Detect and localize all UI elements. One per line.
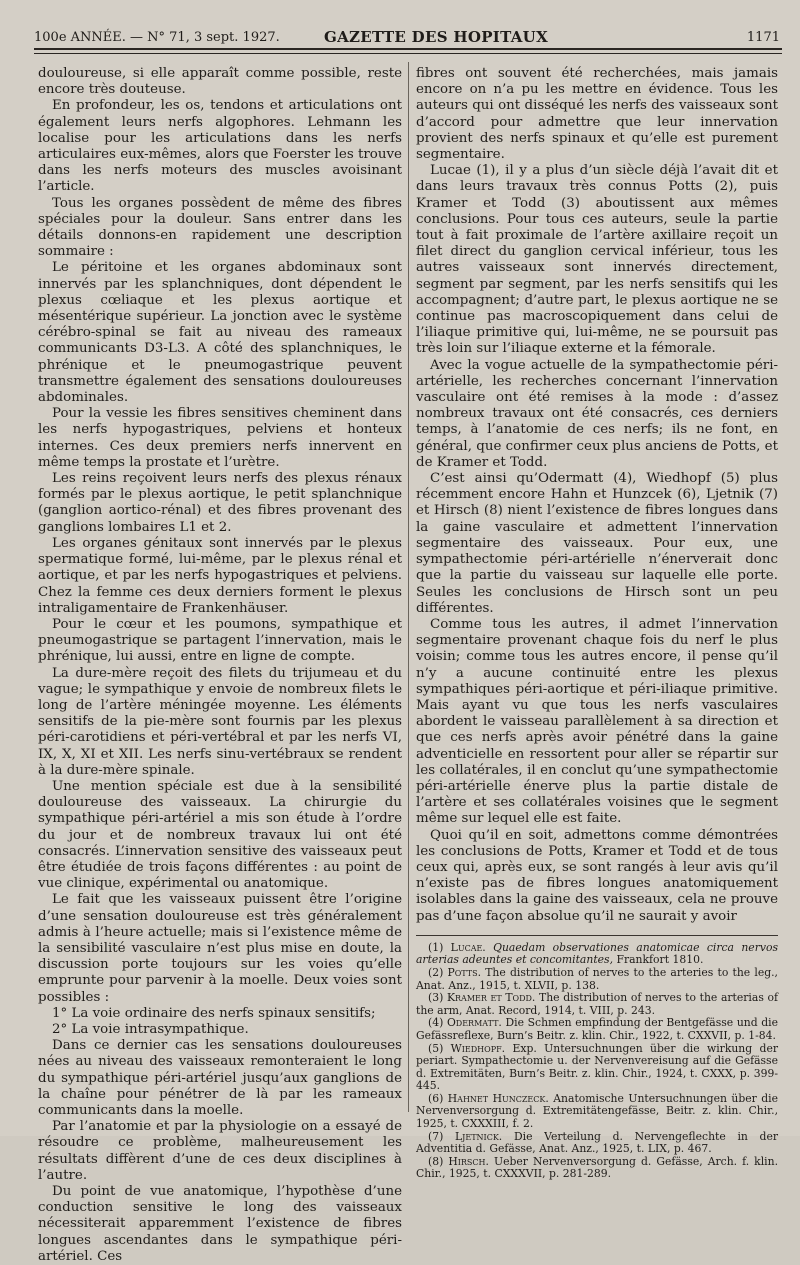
- header-rule: [34, 48, 782, 50]
- paragraph: 1° La voie ordinaire des nerfs spinaux sensitifs;: [52, 1005, 376, 1021]
- column-divider: [408, 62, 409, 1112]
- paragraph: fibres ont souvent été recherchées, mais jamais encore on n’a pu les mettre en évidence. Tous les auteurs qui ont disséqué les nerfs des vaisseaux sont d’accord pour admettre que leur innervation provient des nerfs spinaux et qu’elle est purement segmentaire.: [416, 66, 778, 163]
- paragraph: Du point de vue anatomique, l’hypothèse d’une conduction sensitive le long des vaisseaux nécessiterait apparemment l’existence de fibres longues ascendantes dans le sympathique péri-artériel. Ces: [38, 1184, 402, 1264]
- paragraph: Avec la vogue actuelle de la sympathectomie péri-artérielle, les recherches concernant l’innervation vasculaire ont été remises à la mode : d’assez nombreux travaux ont été consacrés, ces derniers temps, à l’anatomie de ces nerfs; ils ne font, en général, que confirmer ceux plus anciens de Potts, et de Kramer et Todd.: [416, 357, 778, 470]
- footnote: (7) Ljetnick. Die Verteilung d. Nervengeflechte in der Adventitia d. Gefässe, Anat. Anz., 1925, t. LIX, p. 467.: [416, 1129, 779, 1156]
- page-number: 1171: [746, 30, 780, 45]
- footnote: (8) Hirsch. Ueber Nervenversorgung d. Gefässe, Arch. f. klin. Chir., 1925, t. CXXXVII, p. 281-289.: [416, 1154, 779, 1181]
- paragraph: Quoi qu’il en soit, admettons comme démontrées les conclusions de Potts, Kramer et Todd et de tous ceux qui, après eux, se sont rangés à leur avis qu’il n’existe pas de fibres longues anatomiquement isolables dans la gaine des vaisseaux, cela ne prouve pas d’une façon absolue qu’il ne saurait y avoir: [416, 827, 778, 924]
- paragraph: Lucae (1), il y a plus d’un siècle déjà l’avait dit et dans leurs travaux très connus Potts (2), puis Kramer et Todd (3) aboutissent aux mêmes conclusions. Pour tous ces auteurs, seule la partie tout à fait proximale de l’artère axillaire reçoit un filet direct du ganglion cervical inférieur, tous les autres vaisseaux sont innervés directement, segment par segment, par les nerfs sensitifs qui les accompagnent; d’autre part, le plexus aortique ne se continue pas macroscopiquement dans celui de l’iliaque primitive qui, lui-même, ne se poursuit pas très loin sur l’iliaque externe et la fémorale.: [416, 163, 778, 357]
- paragraph: Le péritoine et les organes abdominaux sont innervés par les splanchniques, dont dépendent le plexus cœliaque et les plexus aortique et mésentérique supérieur. La jonction avec le système cérébro-spinal se fait au niveau des rameaux communicants D3-L3. A côté des splanchniques, le phrénique et le pneumogastrique peuvent transmettre également des sensations douloureuses abdominales.: [38, 260, 402, 406]
- paragraph: Pour la vessie les fibres sensitives cheminent dans les nerfs hypogastriques, pelviens et honteux internes. Ces deux premiers nerfs innervent en même temps la prostate et l’urètre.: [38, 406, 402, 470]
- paragraph: La dure-mère reçoit des filets du trijumeau et du vague; le sympathique y envoie de nombreux filets le long de l’artère méningée moyenne. Les éléments sensitifs de la pie-mère sont fournis par les plexus péri-carotidiens et péri-vertébral et par les nerfs VI, IX, X, XI et XII. Les nerfs sinu-vertébraux se rendent à la dure-mère spinale.: [38, 665, 402, 778]
- paragraph: Une mention spéciale est due à la sensibilité douloureuse des vaisseaux. La chirurgie du sympathique péri-artériel a mis son étude à l’ordre du jour et de nombreux travaux lui ont été consacrés. L’innervation sensitive des vaisseaux peut être étudiée de trois façons différentes : au point de vue clinique, expérimental ou anatomique.: [38, 778, 402, 892]
- footnote: (2) Potts. The distribution of nerves to the arteries to the leg., Anat. Anz., 1915, t. XLVII, p. 138.: [416, 965, 778, 992]
- paragraph: Par l’anatomie et par la physiologie on a essayé de résoudre ce problème, malheureusement les résultats diffèrent d’une de ces deux disciplines à l’autre.: [38, 1119, 402, 1183]
- right-column: [416, 66, 778, 1181]
- footnote: (5) Wiedhopf. Exp. Untersuchnungen über die wirkung der periart. Sympathectomie u. der Nervenvereisung auf die Gefässe d. Extremitäten, Burn’s Beitr. z. klin. Chir., 1924, t. CXXX, p. 399-445.: [416, 1041, 778, 1093]
- journal-title: GAZETTE DES HOPITAUX: [324, 28, 549, 46]
- footnote: (1) Lucae. Quaedam observationes anatomicae circa nervos arterias adeuntes et concomitantes, Frankfort 1810.: [416, 940, 778, 967]
- paragraph: Les reins reçoivent leurs nerfs des plexus rénaux formés par le plexus aortique, le petit splanchnique (ganglion aortico-rénal) et des fibres provenant des ganglions lombaires L1 et 2.: [38, 471, 402, 535]
- paragraph: Le fait que les vaisseaux puissent être l’origine d’une sensation douloureuse est très généralement admis à l’heure actuelle; mais si l’existence même de la sensibilité vasculaire n’est plus mise en doute, la discussion porte toujours sur les voies qu’elle emprunte pour parvenir à la moelle. Deux voies sont possibles :: [38, 892, 402, 1005]
- issue-info: 100e ANNÉE. — N° 71, 3 sept. 1927.: [34, 30, 280, 45]
- footnote-rule: [416, 935, 778, 936]
- footnotes: [416, 942, 778, 1181]
- paragraph: Comme tous les autres, il admet l’innervation segmentaire provenant chaque fois du nerf le plus voisin; comme tous les autres encore, il pense qu’il n’y a aucune continuité entre les plexus sympathiques péri-aortique et péri-iliaque primitive. Mais ayant vu que tous les nerfs vasculaires abordent le vaisseau parallèlement à sa direction et que ces nerfs après avoir pénétré dans la gaine adventicielle en ressortent pour aller se répartir sur les collatérales, il en conclut qu’une sympathectomie péri-artérielle énerve plus la partie distale de l’artère et ses collatérales voisines que le segment même sur lequel elle est faite.: [416, 616, 778, 827]
- footnote: (6) Hahnet Hunczeck. Anatomische Untersuchnungen über die Nervenversorgung d. Extremitätengefässe, Beitr. z. klin. Chir., 1925, t. CXXXIII, f. 2.: [416, 1091, 779, 1131]
- paragraph: Pour le cœur et les poumons, sympathique et pneumogastrique se partagent l’innervation, mais le phrénique, lui aussi, entre en ligne de compte.: [38, 616, 402, 665]
- paragraph: Tous les organes possèdent de même des fibres spéciales pour la douleur. Sans entrer dans les détails donnons-en rapidement une description sommaire :: [38, 195, 402, 260]
- header-rule-thin: [34, 53, 782, 54]
- paragraph: Les organes génitaux sont innervés par le plexus spermatique formé, lui-même, par le plexus rénal et aortique, et par les nerfs hypogastriques et pelviens. Chez la femme ces deux derniers forment le plexus intraligamentaire de Frankenhäuser.: [38, 535, 402, 616]
- left-column: [38, 66, 402, 1265]
- footnote: (4) Odermatt. Die Schmen empfindung der Bentgefässe und die Gefässreflexe, Burn’s Beitr. z. klin. Chir., 1922, t. CXXVII, p. 1-84.: [416, 1016, 779, 1042]
- paragraph: C’est ainsi qu’Odermatt (4), Wiedhopf (5) plus récemment encore Hahn et Hunzcek (6), Ljetnik (7) et Hirsch (8) nient l’existence de fibres longues dans la gaine vasculaire et admettent l’innervation segmentaire des vaisseaux. Pour eux, une sympathectomie péri-artérielle n’énerverait donc que la partie du vaisseau sur laquelle elle porte. Seules les conclusions de Hirsch sont un peu différentes.: [416, 471, 778, 616]
- paragraph: Dans ce dernier cas les sensations douloureuses nées au niveau des vaisseaux remonteraient le long du sympathique péri-artériel jusqu’aux ganglions de la chaîne pour pénétrer de là par les rameaux communicants dans la moelle.: [38, 1038, 402, 1118]
- footnote: (3) Kramer et Todd. The distribution of nerves to the arterias of the arm, Anat. Record, 1914, t. VIII, p. 243.: [416, 991, 779, 1017]
- paragraph: En profondeur, les os, tendons et articulations ont également leurs nerfs algophores. Lehmann les localise pour les articulations dans les nerfs articulaires eux-mêmes, alors que Foerster les trouve dans les nerfs moteurs des muscles avoisinant l’article.: [38, 98, 402, 195]
- paragraph: douloureuse, si elle apparaît comme possible, reste encore très douteuse.: [38, 66, 402, 98]
- paragraph: 2° La voie intrasympathique.: [52, 1021, 249, 1037]
